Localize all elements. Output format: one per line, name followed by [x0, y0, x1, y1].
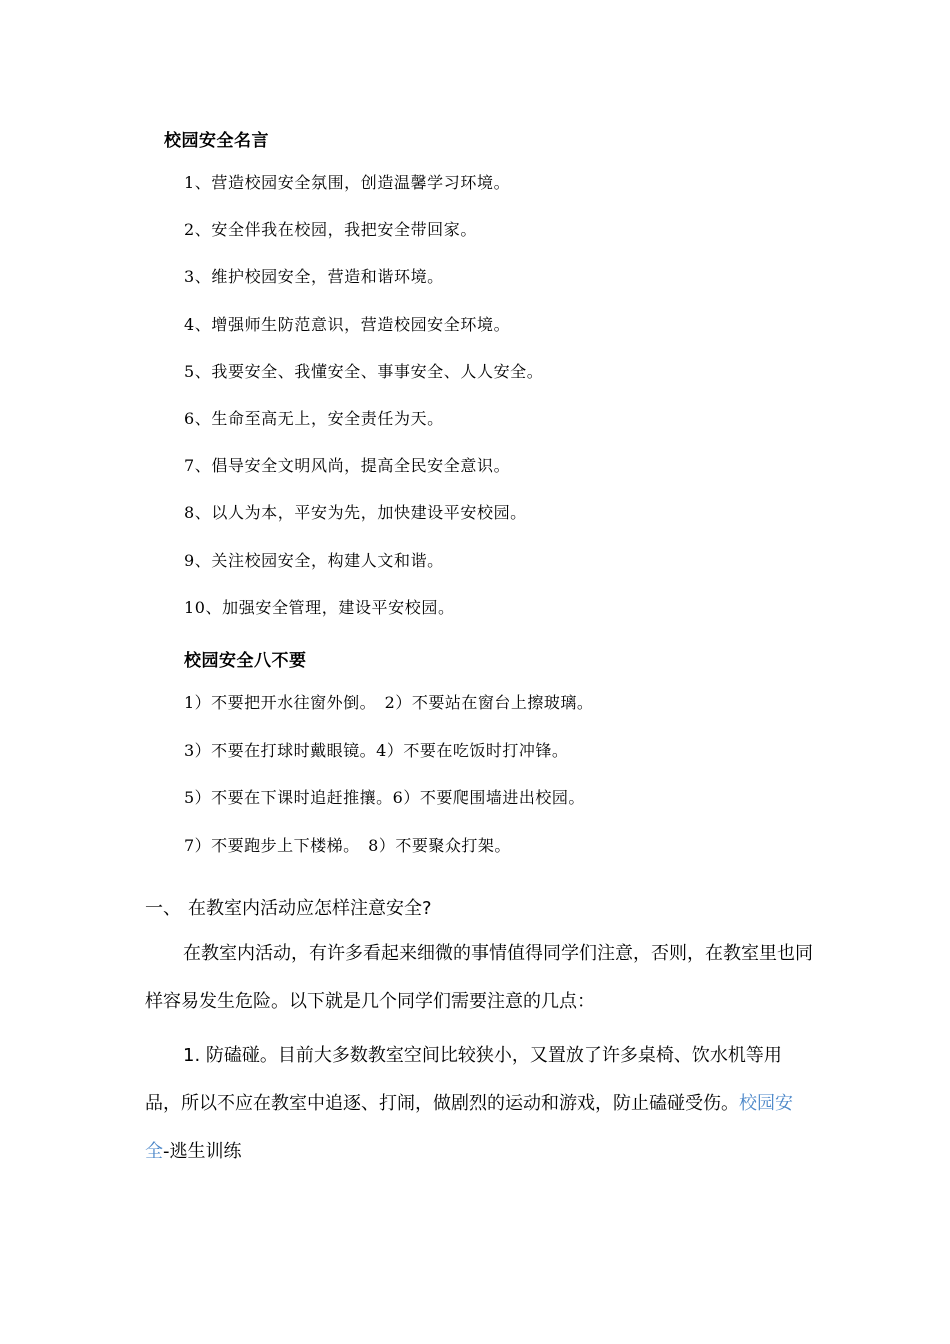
list-item: 1、营造校园安全氛围，创造温馨学习环境。	[184, 173, 511, 192]
campus-safety-link[interactable]: 校园安全	[145, 1093, 793, 1162]
section-heading-text: 在教室内活动应怎样注意安全?	[188, 898, 432, 919]
list-item: 4、增强师生防范意识，营造校园安全环境。	[184, 314, 511, 334]
list-item: 7）不要跑步上下楼梯。 8）不要聚众打架。	[184, 835, 511, 855]
section-heading	[145, 894, 432, 920]
paragraph-intro: 在教室内活动，有许多看起来细微的事情值得同学们注意，否则，在教室里也同样容易发生危险。以下就是几个同学们需要注意的几点：	[145, 943, 813, 1012]
list-item: 5、我要安全、我懂安全、事事安全、人人安全。	[184, 361, 544, 381]
list-item: 7、倡导安全文明风尚，提高全民安全意识。	[184, 456, 511, 476]
list-item: 8、以人为本，平安为先，加快建设平安校园。	[184, 503, 527, 523]
list-item: 3）不要在打球时戴眼镜。4）不要在吃饭时打冲锋。	[184, 740, 569, 760]
list-item: 10、加强安全管理，建设平安校园。	[184, 597, 455, 617]
list-item: 9、关注校园安全，构建人文和谐。	[184, 550, 444, 570]
list-item: 1）不要把开水往窗外倒。 2）不要站在窗台上擦玻璃。	[184, 693, 594, 712]
donts-list	[184, 692, 593, 882]
donts-title: 校园安全八不要	[184, 651, 307, 671]
list-item: 6、生命至高无上，安全责任为天。	[184, 408, 444, 428]
mottos-title: 校园安全名言	[164, 131, 269, 151]
paragraph-collision	[145, 1032, 815, 1176]
list-item: 3、维护校园安全，营造和谐环境。	[184, 267, 444, 287]
paragraph-text: 1. 防磕碰。目前大多数教室空间比较狭小，又置放了许多桌椅、饮水机等用品，所以不应在教室中追逐、打闹，做剧烈的运动和游戏，防止磕碰受伤。	[145, 1045, 782, 1114]
section-number: 一、	[145, 898, 181, 919]
list-item: 5）不要在下课时追赶推攘。6）不要爬围墙进出校园。	[184, 788, 585, 807]
mottos-list	[184, 172, 543, 644]
paragraph-tail: -逃生训练	[163, 1141, 242, 1162]
list-item: 2、安全伴我在校园，我把安全带回家。	[184, 220, 477, 240]
